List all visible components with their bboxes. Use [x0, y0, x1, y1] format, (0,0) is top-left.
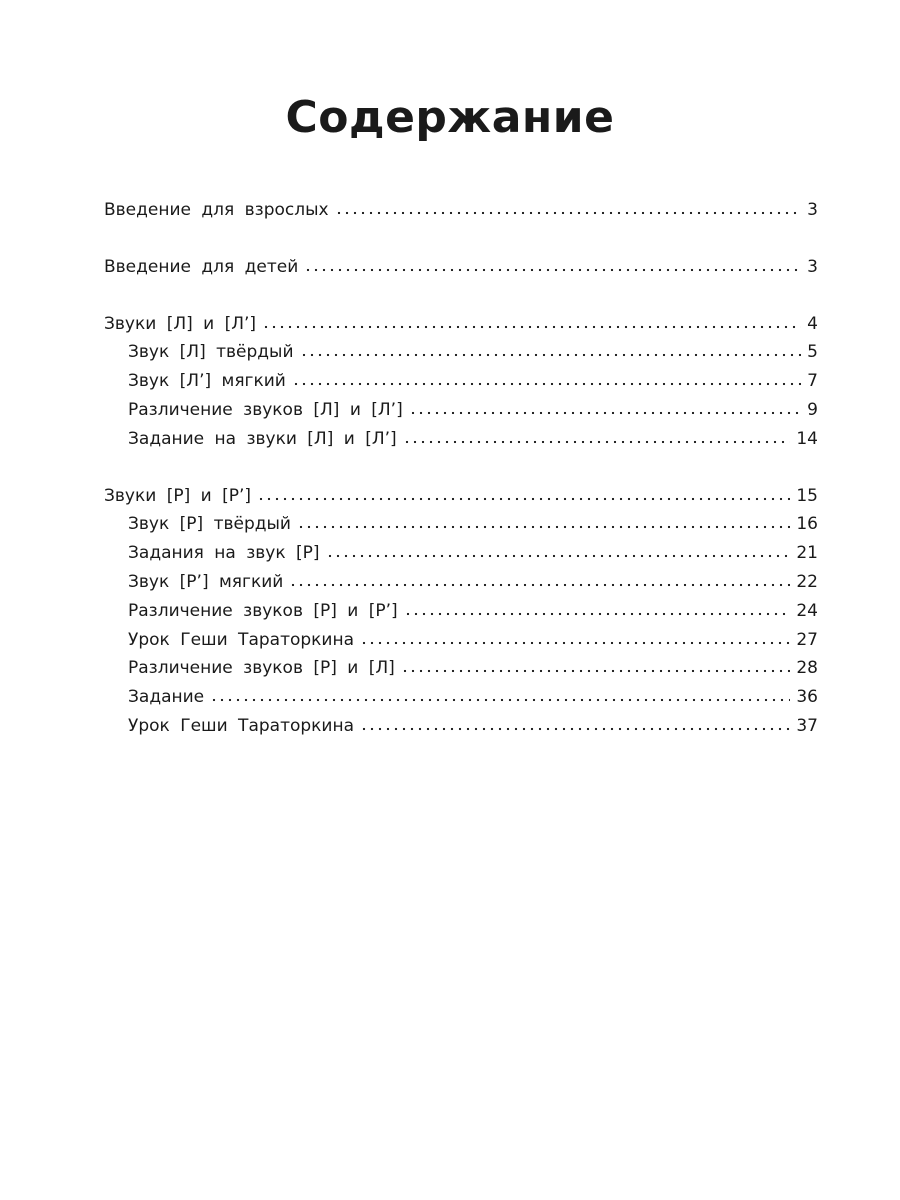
toc-entry[interactable]	[104, 429, 818, 458]
toc-entry[interactable]	[104, 314, 818, 343]
toc-entry[interactable]	[104, 658, 818, 687]
toc-entry-label: Различение звуков [Р] и [Л]	[128, 658, 395, 679]
dot-leader	[360, 719, 790, 731]
toc-entry-label: Звук [Л’] мягкий	[128, 371, 286, 392]
toc-group	[104, 314, 818, 458]
page-title: Содержание	[285, 92, 615, 143]
toc-entry-label: Звуки [Р] и [Р’]	[104, 485, 251, 506]
dot-leader	[210, 690, 790, 702]
dot-leader	[262, 317, 801, 329]
toc-entry[interactable]	[104, 257, 818, 286]
toc-entry[interactable]	[104, 543, 818, 572]
toc-entry-label: Звук [Р’] мягкий	[128, 571, 284, 592]
toc-entry-page-number: 14	[796, 428, 818, 449]
toc-entry-page-number: 24	[796, 600, 818, 621]
toc-group	[104, 200, 818, 229]
toc-entry-page-number: 37	[796, 715, 818, 736]
dot-leader	[360, 633, 790, 645]
toc-entry[interactable]	[104, 630, 818, 659]
toc-group	[104, 486, 818, 745]
toc-entry[interactable]	[104, 486, 818, 515]
toc-entry-label: Урок Геши Тараторкина	[128, 629, 355, 650]
toc-entry[interactable]	[104, 687, 818, 716]
dot-leader	[257, 489, 790, 501]
toc-entry-page-number: 28	[796, 658, 818, 679]
toc-entry-page-number: 7	[807, 371, 818, 392]
toc-entry-label: Звук [Л] твёрдый	[128, 342, 294, 363]
dot-leader	[335, 203, 802, 215]
toc-entry-label: Введение для детей	[104, 256, 299, 277]
toc-entry-page-number: 5	[807, 342, 818, 363]
toc-entry[interactable]	[104, 371, 818, 400]
toc-entry-label: Задание на звуки [Л] и [Л’]	[128, 428, 397, 449]
toc-entry[interactable]	[104, 514, 818, 543]
toc-entry-page-number: 21	[796, 543, 818, 564]
toc-entry-label: Звук [Р] твёрдый	[128, 514, 291, 535]
dot-leader	[292, 374, 801, 386]
toc-entry-page-number: 36	[796, 687, 818, 708]
toc-entry-label: Введение для взрослых	[104, 200, 329, 220]
toc-entry[interactable]	[104, 342, 818, 371]
toc-entry-label: Различение звуков [Л] и [Л’]	[128, 399, 403, 420]
table-of-contents	[104, 200, 818, 773]
toc-entry-page-number: 9	[807, 399, 818, 420]
toc-entry-label: Различение звуков [Р] и [Р’]	[128, 600, 398, 621]
dot-leader	[297, 517, 790, 529]
toc-entry-page-number: 27	[796, 629, 818, 650]
dot-leader	[289, 575, 790, 587]
dot-leader	[403, 432, 791, 444]
toc-entry[interactable]	[104, 200, 818, 229]
toc-group	[104, 257, 818, 286]
dot-leader	[304, 260, 801, 272]
toc-entry-page-number: 3	[807, 256, 818, 277]
toc-entry-page-number: 3	[807, 200, 818, 220]
dot-leader	[409, 403, 801, 415]
toc-entry[interactable]	[104, 716, 818, 745]
toc-entry[interactable]	[104, 572, 818, 601]
toc-entry[interactable]	[104, 400, 818, 429]
toc-entry-label: Урок Геши Тараторкина	[128, 715, 355, 736]
dot-leader	[300, 345, 802, 357]
dot-leader	[404, 604, 791, 616]
dot-leader	[401, 661, 791, 673]
toc-entry-page-number: 15	[796, 485, 818, 506]
toc-entry-label: Задание	[128, 687, 205, 708]
toc-entry-page-number: 16	[796, 514, 818, 535]
toc-entry-label: Задания на звук [Р]	[128, 543, 320, 564]
toc-entry-page-number: 22	[796, 571, 818, 592]
toc-entry[interactable]	[104, 601, 818, 630]
dot-leader	[326, 546, 791, 558]
toc-entry-page-number: 4	[807, 313, 818, 334]
toc-entry-label: Звуки [Л] и [Л’]	[104, 313, 257, 334]
